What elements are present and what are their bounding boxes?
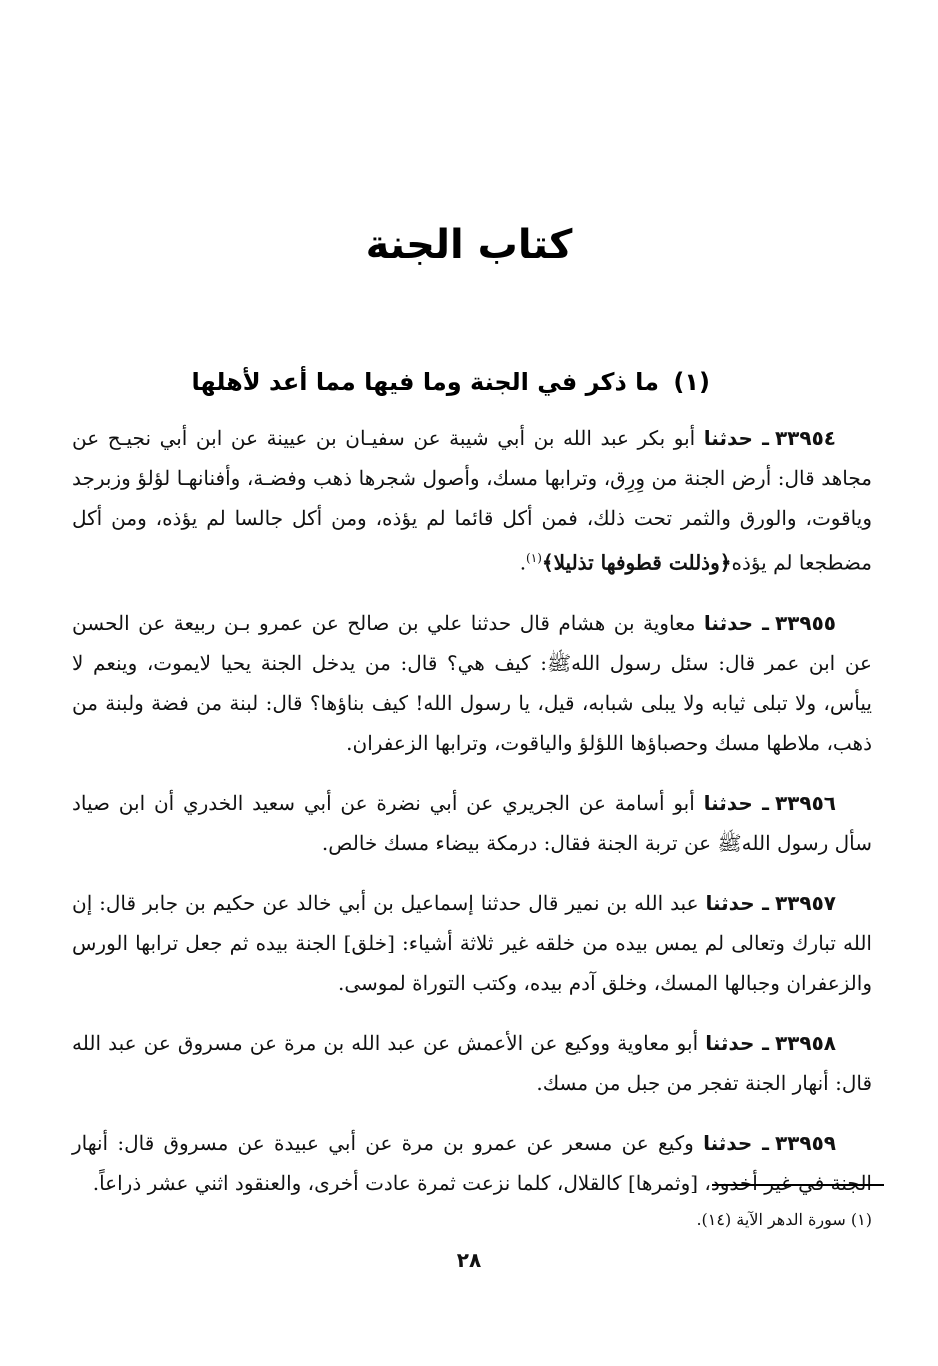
hadith-number: ٣٣٩٥٩ bbox=[774, 1130, 837, 1155]
hadith-number: ٣٣٩٥٧ bbox=[774, 890, 837, 915]
quran-quote: ﴿وذللت قطوفها تذليلا﴾ bbox=[541, 550, 732, 575]
chapter-title: ما ذكر في الجنة وما فيها مما أعد لأهلها bbox=[191, 368, 660, 396]
hadith-text: أبو أسامة عن الجريري عن أبي نضرة عن أبي سعيد الخدري أن ابن صياد سأل رسول اللهﷺ عن تربة الجنة فقال: درمكة بيضاء مسك خالص. bbox=[72, 790, 872, 855]
hadith-number: ٣٣٩٥٨ bbox=[774, 1030, 836, 1055]
hadith-number: ٣٣٩٥٦ bbox=[774, 790, 837, 815]
hadith-paragraph bbox=[72, 418, 872, 583]
hadith-lead: ـ حدثنا bbox=[705, 1030, 769, 1055]
hadith-text: عبد الله بن نمير قال حدثنا إسماعيل بن أبي خالد عن حكيم بن جابر قال: إن الله تبارك وتعالى لم يمس بيده من خلقه غير ثلاثة أشياء: [خلق] الجنة بيده ثم جعل ترابها الورس والزعفران وجبالها المسك، وخلق آدم بيده، وكتب التوراة لموسى. bbox=[72, 890, 872, 995]
chapter-number: (١) bbox=[673, 368, 710, 396]
hadith-lead: ـ حدثنا bbox=[705, 890, 769, 915]
footnote: (١) سورة الدهر الآية (١٤). bbox=[696, 1210, 872, 1229]
hadith-paragraph bbox=[72, 783, 872, 863]
hadith-number: ٣٣٩٥٥ bbox=[774, 610, 836, 635]
hadith-number: ٣٣٩٥٤ bbox=[774, 426, 837, 450]
hadith-paragraph bbox=[72, 883, 872, 1003]
hadith-lead: ـ حدثنا bbox=[703, 426, 769, 450]
page-number: ٢٨ bbox=[456, 1248, 482, 1272]
footnote-reference: (١) bbox=[526, 551, 542, 565]
hadith-lead: ـ حدثنا bbox=[703, 1130, 769, 1155]
hadith-end: . bbox=[519, 550, 527, 575]
footnote-divider bbox=[712, 1184, 884, 1186]
hadith-paragraph bbox=[72, 1123, 872, 1203]
hadith-lead: ـ حدثنا bbox=[703, 610, 769, 635]
hadith-text: معاوية بن هشام قال حدثنا علي بن صالح عن عمرو بـن ربيعة عن الحسن عن ابن عمر قال: سئل رسول اللهﷺ: كيف هي؟ قال: من يدخل الجنة يحيا لايموت، وينعم لا ييأس، ولا تبلى ثيابه ولا يبلى شبابه، قيل، يا رسول الله! كيف بناؤها؟ قال: لبنة من فضة ولبنة من ذهب، ملاطها مسك وحصباؤها اللؤلؤ والياقوت، وترابها الزعفران. bbox=[72, 610, 872, 755]
hadith-lead: ـ حدثنا bbox=[703, 790, 769, 815]
hadith-paragraph bbox=[72, 1023, 872, 1103]
hadith-text: أبو بكر عبد الله بن أبي شيبة عن سفيـان بن عيينة عن ابن أبي نجيـح عن مجاهد قال: أرض الجنة من وِرِق، وترابها مسك، وأصول شجرها ذهب وفضـة، وأفنانهـا لؤلؤ وزبرجد وياقوت، والورق والثمر تحت ذلك، فمن أكل قائما لم يؤذه، ومن أكل جالسا لم يؤذه، ومن أكل مضطجعا لم يؤذه bbox=[72, 426, 872, 575]
hadith-list bbox=[72, 418, 872, 1223]
book-title: كتاب الجنة bbox=[365, 222, 573, 268]
hadith-paragraph bbox=[72, 603, 872, 763]
hadith-text: أبو معاوية ووكيع عن الأعمش عن عبد الله بن مرة عن مسروق عن عبد الله قال: أنهار الجنة تفجر من جبل من مسك. bbox=[72, 1030, 872, 1095]
chapter-heading bbox=[60, 368, 710, 396]
hadith-text: وكيع عن مسعر عن عمرو بن مرة عن أبي عبيدة عن مسروق قال: أنهار الجنة في غير أخدود، [وثمرها] كالقلال، كلما نزعت ثمرة عادت أخرى، والعنقود اثني عشر ذراعاً. bbox=[72, 1130, 872, 1195]
